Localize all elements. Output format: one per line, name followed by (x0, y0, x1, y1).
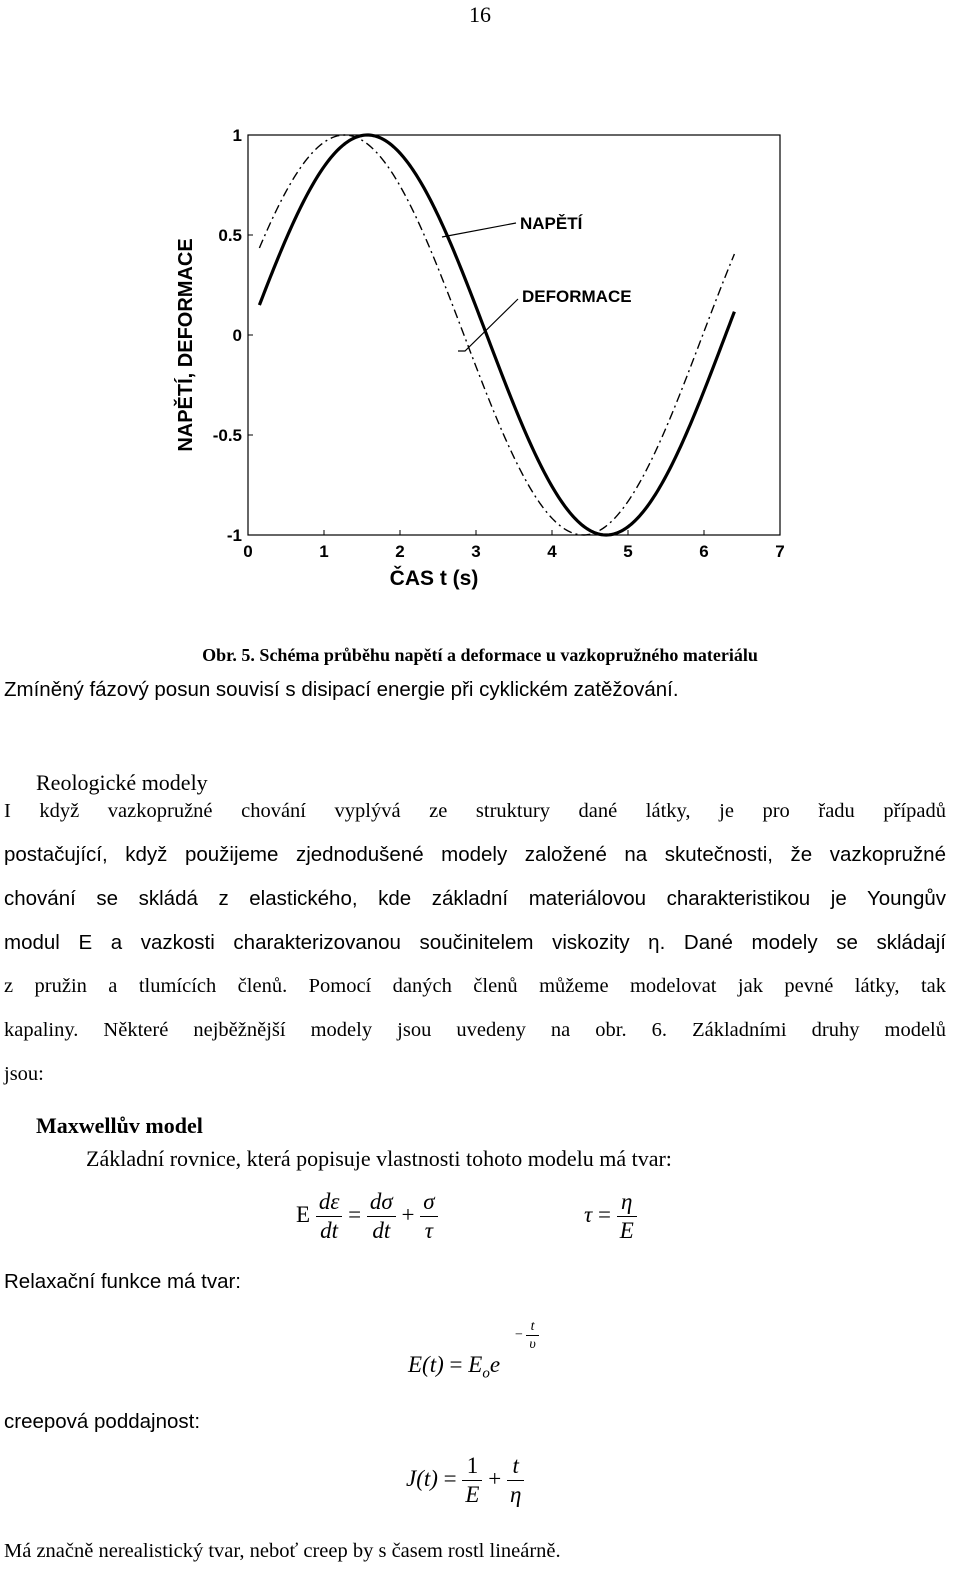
eq-creep-eta: η (509, 1482, 522, 1507)
frac-ds-dt (367, 1188, 396, 1245)
annotation-deformace: DEFORMACE (522, 287, 632, 306)
relaxation-exponent (515, 1318, 539, 1353)
x-tick-label: 6 (699, 542, 709, 561)
eq-dt: dt (320, 1218, 339, 1243)
eq-tau-lhs: τ (584, 1201, 593, 1227)
eq-equals-3: = (449, 1352, 463, 1377)
y-tick-label: 0 (232, 326, 242, 345)
leader-deformace (458, 299, 518, 351)
tau-equation (584, 1188, 637, 1245)
relax-label: Relaxační funkce má tvar: (4, 1270, 241, 1293)
eq-equals-4: = (443, 1465, 457, 1491)
plot-frame (248, 135, 780, 535)
eq-exp-num: t (526, 1318, 538, 1336)
relaxation-equation (408, 1352, 500, 1383)
frac-exp (526, 1318, 538, 1353)
x-tick-label: 7 (775, 542, 785, 561)
eq-relax-E: E (468, 1352, 483, 1377)
creep-label: creepová poddajnost: (4, 1410, 201, 1433)
eq-de: dε (316, 1188, 343, 1217)
stress-strain-chart (160, 105, 800, 610)
frac-de-dt (316, 1188, 343, 1245)
y-tick-label: 0.5 (218, 226, 242, 245)
x-tick-label: 3 (471, 542, 481, 561)
x-tick-label: 1 (319, 542, 329, 561)
eq-exp-den: υ (529, 1337, 536, 1352)
paragraph-line-2: postačující, když použijeme zjednodušené modely založené na skutečnosti, že vazkopružné (4, 843, 946, 866)
paragraph-line-6: kapaliny. Některé nejběžnější modely jsou uvedeny na obr. 6. Základními druhy modelů (4, 1019, 946, 1041)
eq-creep-t: t (507, 1452, 524, 1481)
chart-axes (173, 135, 780, 590)
eq-creep-E: E (465, 1482, 480, 1507)
x-tick-label: 4 (547, 542, 557, 561)
series-line-napeti (259, 135, 734, 535)
figure-caption: Obr. 5. Schéma průběhu napětí a deformace u vazkopružného materiálu (202, 645, 758, 665)
paragraph-line-5: z pružin a tlumících členů. Pomocí daných členů můžeme modelovat jak pevné látky, tak (4, 975, 946, 997)
eq-plus: + (401, 1201, 415, 1227)
eq-E2: E (619, 1218, 634, 1243)
paragraph-last: jsou: (4, 1063, 44, 1085)
x-tick-label: 2 (395, 542, 405, 561)
maxwell-title: Maxwellův model (36, 1113, 203, 1138)
eq-exp-minus: − (515, 1327, 523, 1343)
frac-t-eta (507, 1452, 524, 1509)
paragraph-line-1: I když vazkopružné chování vyplývá ze struktury dané látky, je pro řadu případů (4, 800, 946, 822)
frac-1-E (462, 1452, 482, 1509)
y-tick-label: 1 (232, 126, 242, 145)
paragraph-line-4: modul E a vazkosti charakterizovanou součinitelem viskozity η. Dané modely se skládají (4, 931, 946, 954)
eq-relax-e: e (489, 1352, 501, 1377)
frac-eta-E (617, 1188, 637, 1245)
chart-annotations (442, 214, 632, 351)
eq-plus-2: + (488, 1465, 502, 1491)
y-tick-label: -1 (226, 526, 242, 545)
eq-creep-one: 1 (462, 1452, 482, 1481)
eq-eta: η (617, 1188, 637, 1217)
eq-ds: dσ (367, 1188, 396, 1217)
eq-sigma: σ (420, 1188, 437, 1217)
eq-relax-sub: o (482, 1365, 490, 1382)
x-axis-label: ČAS t (s) (389, 567, 479, 590)
page-number: 16 (469, 2, 491, 27)
section-title: Reologické modely (36, 770, 208, 795)
frac-sigma-tau (420, 1188, 437, 1245)
eq-dt-2: dt (372, 1218, 391, 1243)
y-axis-label: NAPĚTÍ, DEFORMACE (175, 238, 197, 452)
annotation-napeti: NAPĚTÍ (520, 214, 583, 233)
eq-E: E (296, 1201, 311, 1227)
phase-sentence: Zmíněný fázový posun souvisí s disipací energie při cyklickém zatěžování. (4, 678, 679, 701)
maxwell-equation (296, 1188, 438, 1245)
y-tick-label: -0.5 (212, 426, 242, 445)
conclusion: Má značně nerealistický tvar, neboť creep by s časem rostl lineárně. (4, 1540, 561, 1562)
creep-equation (406, 1452, 524, 1509)
maxwell-intro: Základní rovnice, která popisuje vlastnosti tohoto modelu má tvar: (86, 1146, 672, 1171)
chart-series (259, 135, 734, 535)
eq-creep-lhs: J(t) (406, 1465, 438, 1491)
x-tick-label: 5 (623, 542, 633, 561)
leader-napeti (442, 223, 516, 237)
eq-relax-lhs: E(t) (408, 1352, 444, 1377)
series-line-deformace (259, 135, 734, 535)
eq-equals: = (348, 1201, 362, 1227)
paragraph-line-3: chování se skládá z elastického, kde základní materiálovou charakteristikou je Youngův (4, 887, 946, 910)
eq-tau: τ (424, 1218, 433, 1243)
eq-equals-2: = (597, 1201, 611, 1227)
x-tick-label: 0 (243, 542, 253, 561)
